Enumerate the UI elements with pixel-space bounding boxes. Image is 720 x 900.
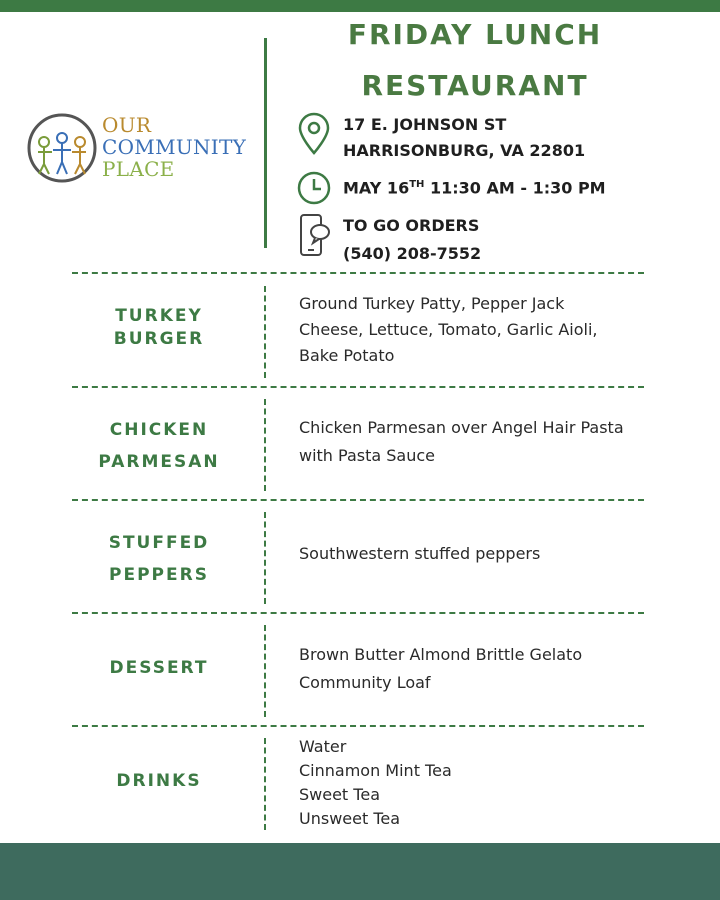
section-divider [72,725,644,727]
header-divider [264,38,267,248]
menu-name-line: CHICKEN [109,420,209,440]
orders-row [295,212,481,268]
clock-icon [295,168,333,212]
phone-chat-icon [295,212,333,260]
address-line2: HARRISONBURG, VA 22801 [343,141,586,160]
address-row [295,112,585,164]
address-text [343,112,585,164]
item-divider [264,625,266,717]
menu-item-description: Chicken Parmesan over Angel Hair Pasta with Pasta Sauce [299,418,624,465]
menu-item-name [80,656,238,680]
menu-item-name [80,414,238,478]
menu-name-line: DRINKS [116,771,202,791]
phone-number[interactable]: (540) 208-7552 [343,244,482,263]
section-divider [72,272,644,274]
menu-item-name [80,305,238,351]
logo-line-place: PLACE [102,157,175,181]
our-community-place-logo [26,110,266,190]
page-title-line2: RESTAURANT [361,69,589,102]
section-divider [72,499,644,501]
date-suffix: TH [409,179,425,190]
logo-line-our: OUR [102,113,152,137]
logo-wordmark [102,114,246,180]
menu-name-line: DESSERT [109,658,209,678]
page-title-line1: FRIDAY LUNCH [347,18,603,51]
drinks-list [299,735,629,831]
item-divider [264,738,266,830]
dessert-line: Brown Butter Almond Brittle Gelato [299,645,583,664]
top-band [0,0,720,12]
item-divider [264,512,266,604]
section-divider [72,386,644,388]
menu-name-line: STUFFED [108,533,210,553]
logo-people-icon [26,112,98,184]
orders-label: TO GO ORDERS [343,216,480,235]
menu-name-line: PARMESAN [98,452,220,472]
drink-item: Unsweet Tea [299,809,401,828]
menu-item-description: Southwestern stuffed peppers [299,544,541,563]
menu-item-name [80,769,238,793]
menu-item-description: Ground Turkey Patty, Pepper Jack Cheese, Lettuce, Tomato, Garlic Aioli, Bake Potato [299,294,598,365]
location-pin-icon [295,112,333,156]
dessert-line: Community Loaf [299,673,431,692]
menu-name-line: PEPPERS [109,565,209,585]
date-text: MAY 16 [343,178,410,198]
menu-name-line: TURKEY [115,306,203,326]
menu-item-name [80,527,238,591]
drink-item: Cinnamon Mint Tea [299,761,452,780]
footer-band [0,843,720,900]
menu-item-description [299,641,629,697]
section-divider [72,612,644,614]
item-divider [264,286,266,378]
orders-text [343,212,481,268]
address-line1: 17 E. JOHNSON ST [343,115,507,134]
datetime-row [295,168,606,212]
drink-item: Water [299,737,347,756]
time-text: 11:30 AM - 1:30 PM [429,178,606,198]
datetime-text [343,172,606,201]
item-divider [264,399,266,491]
logo-line-community: COMMUNITY [102,135,247,159]
drink-item: Sweet Tea [299,785,380,804]
menu-name-line: BURGER [113,329,205,349]
